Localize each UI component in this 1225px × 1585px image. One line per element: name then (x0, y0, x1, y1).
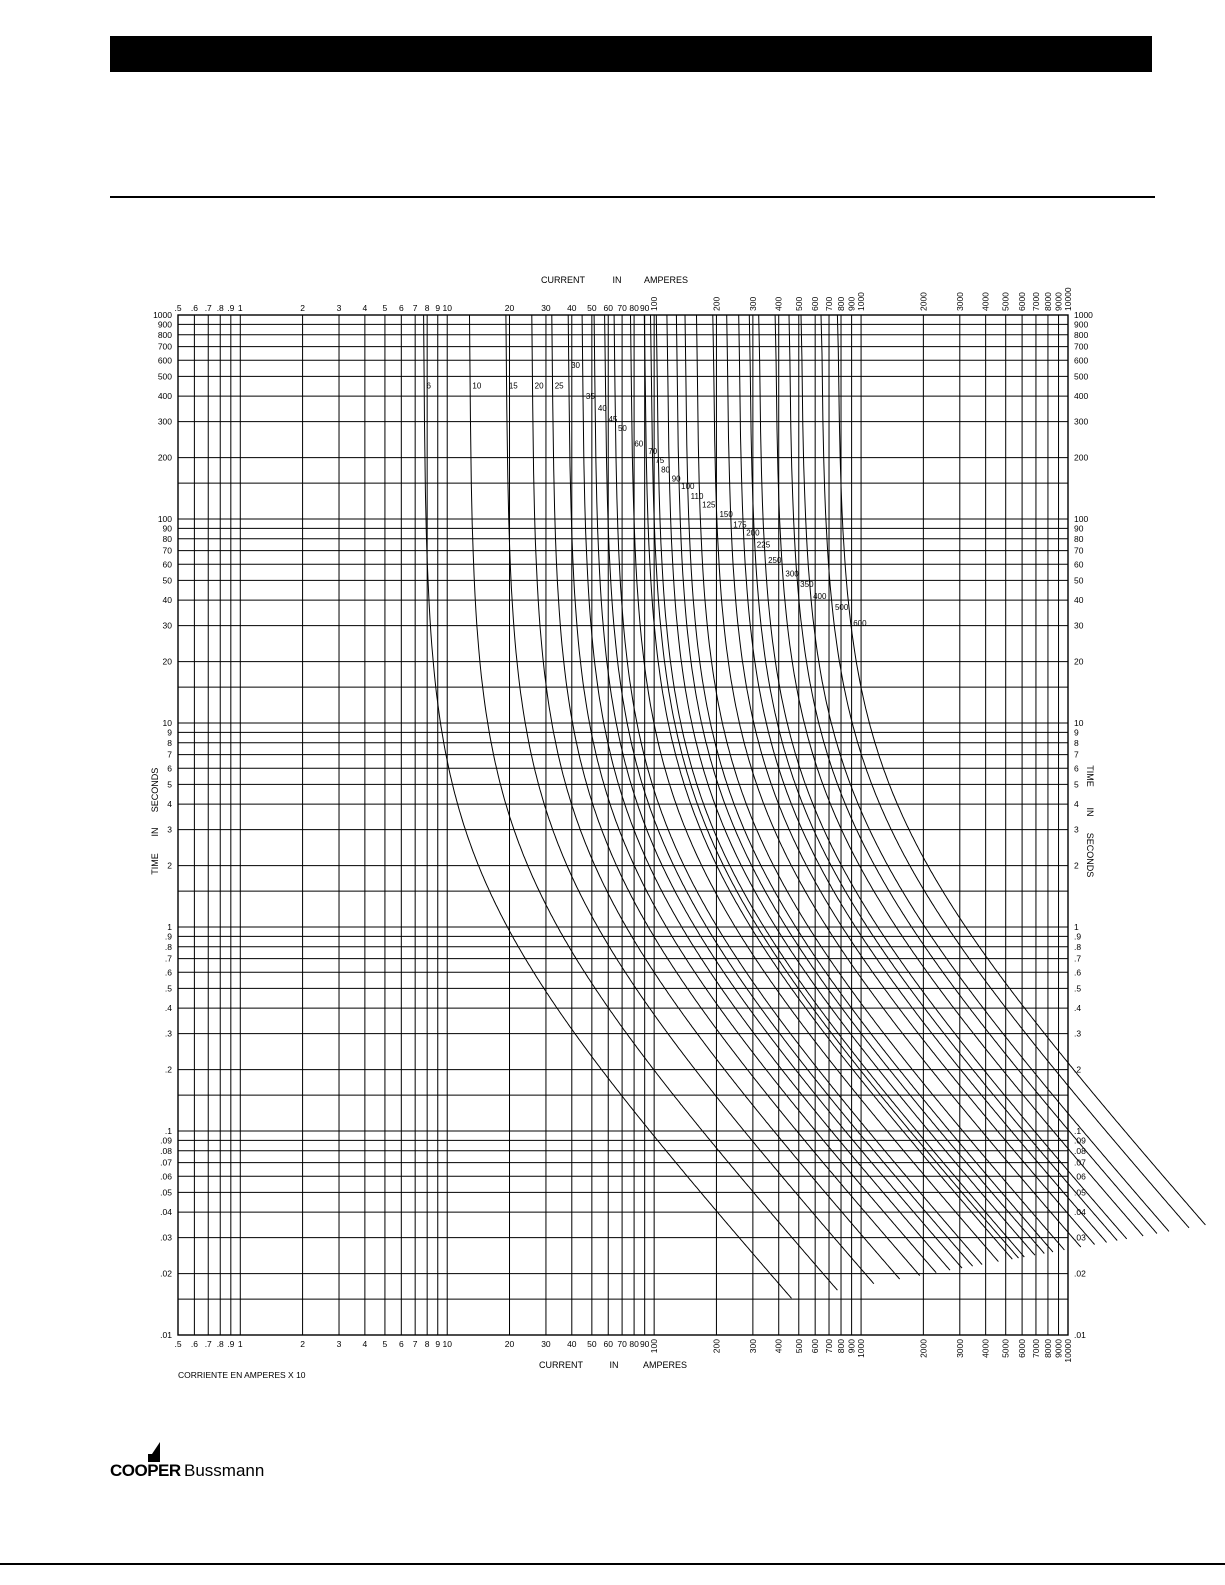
x-tick-label-bottom: 90 (639, 1339, 650, 1349)
y-axis-title-left-3: SECONDS (150, 767, 160, 813)
y-tick-label-left: .1 (164, 1126, 172, 1136)
x-tick-label-top: 4000 (980, 292, 991, 311)
x-tick-label-top: .9 (227, 303, 235, 313)
y-tick-label-left: 8 (167, 737, 172, 748)
y-tick-label-right: 600 (1074, 355, 1089, 366)
brand-name-regular: Bussmann (184, 1461, 265, 1480)
y-tick-label-right: 80 (1074, 533, 1084, 544)
x-tick-label-top: 900 (846, 296, 857, 311)
y-axis-title-right-1: TIME (1085, 765, 1095, 787)
x-tick-label-bottom: 70 (617, 1339, 627, 1349)
y-tick-label-left: .4 (164, 1003, 172, 1014)
y-axis-title-left-1: TIME (150, 853, 160, 875)
y-tick-label-right: 10 (1074, 718, 1084, 728)
curve-label-6: 6 (426, 381, 431, 391)
curve-label-20: 20 (534, 381, 544, 391)
y-tick-label-right: 400 (1074, 391, 1089, 402)
x-tick-label-top: 9 (435, 303, 441, 313)
y-tick-label-right: 900 (1074, 319, 1089, 330)
x-tick-label-top: .6 (190, 303, 198, 313)
x-tick-label-bottom: 20 (504, 1339, 515, 1349)
x-tick-label-top: 4 (362, 303, 368, 313)
y-tick-label-right: 700 (1074, 341, 1089, 352)
y-tick-label-left: .09 (160, 1135, 172, 1146)
x-tick-label-bottom: 4000 (980, 1339, 991, 1358)
x-tick-label-top: 3 (336, 303, 342, 313)
x-tick-label-top: 3000 (954, 292, 965, 311)
y-tick-label-left: .01 (160, 1330, 172, 1340)
y-tick-label-right: .06 (1074, 1171, 1086, 1182)
curve-label-500: 500 (834, 603, 849, 613)
plot-frame (178, 315, 1068, 1335)
x-tick-label-bottom: 900 (846, 1339, 857, 1354)
y-axis-title-right-3: SECONDS (1085, 832, 1095, 878)
y-tick-label-left: 40 (162, 595, 172, 606)
x-tick-label-bottom: 8000 (1042, 1339, 1053, 1358)
x-axis-title-top-3: AMPERES (643, 275, 689, 285)
y-tick-label-left: 20 (162, 656, 172, 667)
x-tick-label-top: 8000 (1042, 292, 1053, 311)
y-tick-label-right: 60 (1074, 559, 1084, 570)
x-tick-label-bottom: 4 (362, 1339, 368, 1349)
y-tick-label-left: .04 (160, 1207, 172, 1218)
y-tick-label-left: .2 (164, 1064, 172, 1075)
x-tick-label-bottom: 8 (424, 1339, 430, 1349)
y-tick-label-left: 1 (167, 922, 172, 932)
y-tick-label-right: .04 (1074, 1207, 1086, 1218)
curve-label-50: 50 (617, 423, 627, 433)
x-tick-label-bottom: 300 (747, 1339, 758, 1354)
x-tick-label-bottom: .7 (204, 1339, 212, 1349)
y-tick-label-right: .02 (1074, 1268, 1086, 1279)
curve-label-350: 350 (800, 580, 814, 590)
y-tick-label-left: 9 (167, 727, 172, 738)
y-tick-label-left: .08 (160, 1145, 172, 1156)
y-tick-label-right: .05 (1074, 1187, 1086, 1198)
curve-15 (506, 315, 874, 1284)
x-tick-label-bottom: 10 (442, 1339, 452, 1349)
y-tick-label-right: 90 (1074, 523, 1084, 534)
x-tick-label-top: 7000 (1030, 292, 1041, 311)
y-tick-label-left: .03 (160, 1232, 172, 1243)
x-tick-label-top: 7 (412, 303, 418, 313)
y-tick-label-left: 3 (167, 824, 172, 835)
x-tick-label-bottom: 9000 (1053, 1339, 1064, 1358)
curve-label-70: 70 (648, 447, 658, 457)
y-tick-label-right: .01 (1074, 1330, 1086, 1340)
y-tick-label-right: 800 (1074, 329, 1089, 340)
x-tick-label-bottom: .9 (227, 1339, 235, 1349)
y-tick-label-left: 80 (162, 533, 172, 544)
curve-label-15: 15 (508, 381, 518, 391)
y-tick-label-left: 50 (162, 575, 172, 586)
x-tick-label-top: 2000 (918, 292, 929, 311)
x-tick-label-top: 6 (398, 303, 404, 313)
x-tick-label-top: 70 (617, 303, 627, 313)
x-axis-title-top-1: CURRENT (541, 275, 585, 285)
x-tick-label-bottom: 2 (300, 1339, 305, 1349)
y-tick-label-right: .8 (1074, 941, 1082, 952)
y-tick-label-left: 100 (157, 514, 172, 524)
y-tick-label-left: .07 (160, 1157, 172, 1168)
x-tick-label-top: 9000 (1053, 292, 1064, 311)
x-tick-label-bottom: 1000 (856, 1339, 867, 1358)
curve-500 (821, 315, 1189, 1228)
y-tick-label-left: 7 (167, 749, 172, 760)
footer-rule (0, 1563, 1225, 1565)
y-tick-label-right: 200 (1074, 452, 1089, 463)
y-tick-label-left: 70 (162, 545, 172, 556)
x-axis-title-secondary: CORRIENTE EN AMPERES X 10 (178, 1370, 306, 1380)
y-tick-label-right: .6 (1074, 967, 1082, 978)
curve-600 (834, 315, 1205, 1225)
curve-225 (749, 315, 1117, 1241)
x-tick-label-top: 90 (639, 303, 650, 313)
x-tick-label-top: 2 (300, 303, 305, 313)
y-tick-label-right: .1 (1074, 1126, 1082, 1136)
y-tick-label-right: .5 (1074, 983, 1082, 994)
y-tick-label-left: 90 (162, 523, 172, 534)
curve-label-45: 45 (608, 414, 618, 424)
curve-200 (739, 315, 1107, 1242)
curve-label-225: 225 (756, 540, 771, 550)
x-tick-label-bottom: .8 (216, 1339, 224, 1349)
x-tick-label-top: 8 (424, 303, 430, 313)
x-tick-label-bottom: .6 (190, 1339, 198, 1349)
x-tick-label-top: 1000 (856, 292, 867, 311)
curve-110 (685, 315, 1053, 1252)
y-tick-label-right: .7 (1074, 953, 1082, 964)
y-tick-label-left: .06 (160, 1171, 172, 1182)
x-tick-label-top: 100 (649, 296, 660, 311)
y-tick-label-right: .2 (1074, 1064, 1082, 1075)
y-tick-label-left: .8 (164, 941, 172, 952)
curve-70 (644, 315, 1012, 1259)
y-tick-label-left: 500 (157, 371, 172, 382)
y-tick-label-right: 1000 (1074, 310, 1093, 320)
brand-logo (110, 1440, 280, 1490)
x-tick-label-bottom: .5 (174, 1339, 182, 1349)
x-tick-label-bottom: 9 (435, 1339, 441, 1349)
x-tick-label-top: .5 (174, 303, 182, 313)
curve-label-150: 150 (719, 509, 733, 519)
y-tick-label-left: 900 (157, 319, 172, 330)
y-tick-label-left: .02 (160, 1268, 172, 1279)
y-tick-label-right: 4 (1074, 799, 1079, 810)
y-tick-label-left: 6 (167, 763, 172, 774)
x-tick-label-bottom: 1 (237, 1339, 243, 1349)
x-tick-label-bottom: 3 (336, 1339, 342, 1349)
x-tick-label-top: 20 (504, 303, 515, 313)
y-tick-label-left: .6 (164, 967, 172, 978)
curve-20 (532, 315, 900, 1279)
y-tick-label-right: .3 (1074, 1028, 1082, 1039)
y-tick-label-right: 300 (1074, 416, 1089, 427)
y-tick-label-left: 2 (167, 860, 172, 871)
y-tick-label-left: 60 (162, 559, 172, 570)
x-tick-label-bottom: 5 (382, 1339, 388, 1349)
y-tick-label-left: 200 (157, 452, 172, 463)
curve-label-10: 10 (472, 381, 482, 391)
y-tick-label-right: .07 (1074, 1157, 1086, 1168)
y-tick-label-left: .3 (164, 1028, 172, 1039)
curve-30 (568, 315, 936, 1273)
curve-75 (651, 315, 1019, 1258)
x-tick-label-top: 800 (836, 296, 847, 311)
y-tick-label-right: 9 (1074, 727, 1079, 738)
x-tick-label-top: 500 (793, 296, 804, 311)
y-tick-label-right: 40 (1074, 595, 1084, 606)
y-tick-label-left: 700 (157, 341, 172, 352)
y-tick-label-left: 400 (157, 391, 172, 402)
y-tick-label-right: 100 (1074, 514, 1089, 524)
y-tick-label-left: .9 (164, 931, 172, 942)
x-tick-label-top: 30 (541, 303, 551, 313)
x-tick-label-bottom: 400 (773, 1339, 784, 1354)
x-tick-label-bottom: 200 (711, 1339, 722, 1354)
y-tick-label-left: 5 (167, 779, 172, 790)
x-tick-label-bottom: 100 (649, 1339, 660, 1354)
y-tick-label-right: 8 (1074, 737, 1079, 748)
x-tick-label-top: 80 (629, 303, 639, 313)
x-axis-title-top-2: IN (612, 275, 622, 285)
x-tick-label-top: .8 (216, 303, 224, 313)
x-tick-label-top: 5000 (1000, 292, 1011, 311)
x-tick-label-bottom: 700 (824, 1339, 835, 1354)
y-tick-label-left: .05 (160, 1187, 172, 1198)
curve-label-35: 35 (585, 392, 595, 402)
x-tick-label-top: 600 (810, 296, 821, 311)
y-tick-label-left: 30 (162, 620, 172, 631)
y-tick-label-right: 6 (1074, 763, 1079, 774)
y-tick-label-right: 2 (1074, 860, 1079, 871)
y-tick-label-left: 10 (162, 718, 172, 728)
y-tick-label-right: 20 (1074, 656, 1084, 667)
curve-10 (470, 315, 838, 1290)
x-axis-title-bottom-1: CURRENT (539, 1360, 583, 1370)
curve-label-90: 90 (671, 474, 681, 484)
x-tick-label-top: 5 (382, 303, 388, 313)
y-tick-label-right: 30 (1074, 620, 1084, 631)
chart-grid (178, 315, 1068, 1335)
x-tick-label-top: 1 (237, 303, 243, 313)
x-tick-label-top: 400 (773, 296, 784, 311)
y-tick-label-right: 3 (1074, 824, 1079, 835)
curve-label-250: 250 (768, 555, 782, 565)
y-tick-label-right: 1 (1074, 922, 1079, 932)
curve-label-400: 400 (813, 591, 827, 601)
y-tick-label-right: 5 (1074, 779, 1079, 790)
x-tick-label-bottom: 50 (587, 1339, 597, 1349)
curve-label-175: 175 (733, 520, 747, 530)
curve-label-40: 40 (597, 404, 607, 414)
x-tick-label-bottom: 30 (541, 1339, 551, 1349)
x-tick-label-bottom: 6 (398, 1339, 404, 1349)
y-tick-label-left: 1000 (153, 310, 172, 320)
curve-label-100: 100 (681, 482, 695, 492)
x-tick-label-top: 10000 (1063, 287, 1073, 311)
curve-250 (756, 315, 1127, 1239)
y-tick-label-right: .08 (1074, 1145, 1086, 1156)
y-tick-label-right: 500 (1074, 371, 1089, 382)
curve-350 (789, 315, 1157, 1234)
y-tick-label-left: 800 (157, 329, 172, 340)
x-tick-label-bottom: 6000 (1017, 1339, 1028, 1358)
curve-label-125: 125 (702, 500, 716, 510)
y-tick-label-right: .03 (1074, 1232, 1086, 1243)
curve-175 (727, 315, 1095, 1245)
x-axis-title-bottom-2: IN (609, 1360, 619, 1370)
y-axis-title-left-2: IN (150, 827, 160, 837)
x-tick-label-bottom: 60 (603, 1339, 613, 1349)
curve-label-600: 600 (853, 618, 867, 628)
y-axis-title-right-2: IN (1085, 807, 1095, 817)
x-tick-label-top: 40 (567, 303, 577, 313)
x-tick-label-bottom: 5000 (1000, 1339, 1011, 1358)
y-tick-label-right: .4 (1074, 1003, 1082, 1014)
x-tick-label-bottom: 2000 (918, 1339, 929, 1358)
y-tick-label-right: 7 (1074, 749, 1079, 760)
y-tick-label-right: .09 (1074, 1135, 1086, 1146)
curve-label-80: 80 (661, 465, 671, 475)
x-tick-label-top: 6000 (1017, 292, 1028, 311)
y-tick-label-right: .9 (1074, 931, 1082, 942)
x-tick-label-top: 200 (711, 296, 722, 311)
y-tick-label-left: .5 (164, 983, 172, 994)
x-tick-label-top: .7 (204, 303, 212, 313)
y-tick-label-left: 600 (157, 355, 172, 366)
y-tick-label-left: .7 (164, 953, 172, 964)
y-tick-label-right: 70 (1074, 545, 1084, 556)
curve-label-110: 110 (690, 491, 704, 501)
x-tick-label-bottom: 600 (810, 1339, 821, 1354)
x-tick-label-top: 50 (587, 303, 597, 313)
x-tick-label-bottom: 10000 (1063, 1339, 1073, 1363)
curve-label-200: 200 (746, 528, 760, 538)
x-tick-label-bottom: 80 (629, 1339, 639, 1349)
x-tick-label-top: 60 (603, 303, 613, 313)
x-tick-label-bottom: 500 (793, 1339, 804, 1354)
y-tick-label-right: 50 (1074, 575, 1084, 586)
x-tick-label-bottom: 7000 (1030, 1339, 1041, 1358)
brand-name-bold: COOPER (110, 1461, 181, 1480)
x-tick-label-top: 300 (747, 296, 758, 311)
curve-label-60: 60 (634, 439, 644, 449)
x-tick-label-top: 10 (442, 303, 452, 313)
x-tick-label-bottom: 7 (412, 1339, 418, 1349)
y-tick-label-left: 4 (167, 799, 172, 810)
x-tick-label-bottom: 800 (836, 1339, 847, 1354)
curve-label-25: 25 (554, 381, 564, 391)
y-tick-label-left: 300 (157, 416, 172, 427)
curve-35 (582, 315, 950, 1270)
x-tick-label-bottom: 3000 (954, 1339, 965, 1358)
x-axis-title-bottom-3: AMPERES (642, 1360, 688, 1370)
curve-label-30: 30 (571, 360, 581, 370)
x-tick-label-top: 700 (824, 296, 835, 311)
curve-label-300: 300 (785, 569, 799, 579)
curve-label-75: 75 (655, 455, 665, 465)
x-tick-label-bottom: 40 (567, 1339, 577, 1349)
